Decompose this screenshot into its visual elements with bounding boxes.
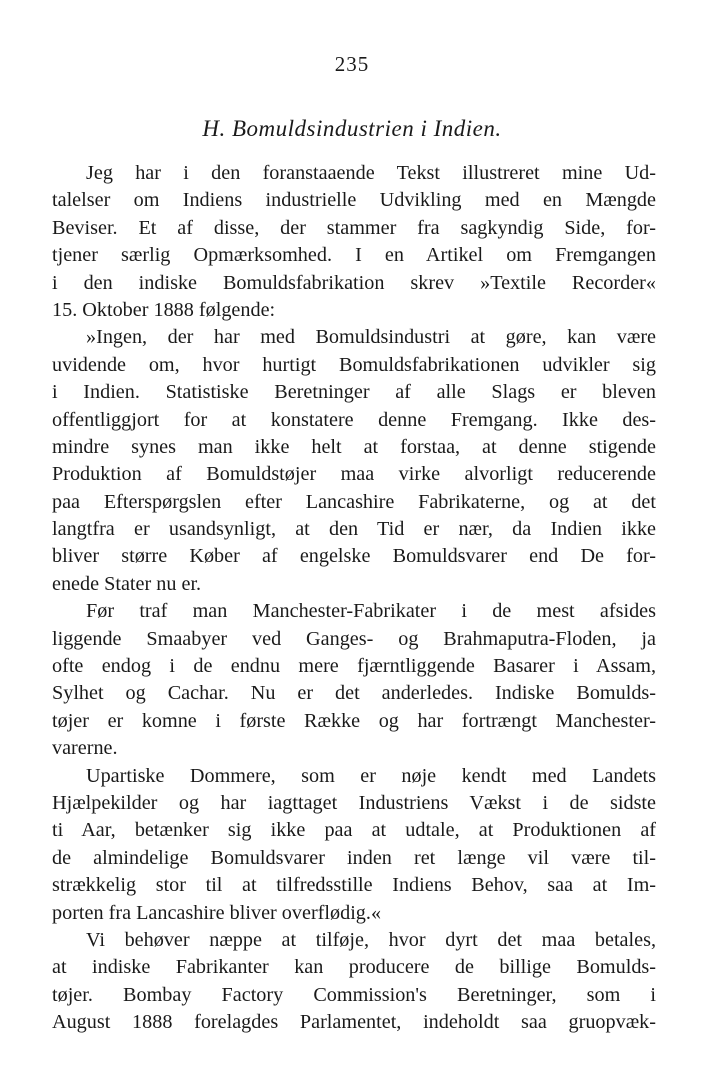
text-line: Jeg har i den foranstaaende Tekst illustreret mine Ud- (86, 162, 656, 184)
text-line: ofte endog i de endnu mere fjærntliggende Basarer i Assam, (52, 655, 656, 678)
text-line: Upartiske Dommere, som er nøje kendt med Landets (86, 764, 656, 787)
text-line: bliver større Køber af engelske Bomuldsvarer end De for- (52, 545, 656, 568)
text-line: ti Aar, betænker sig ikke paa at udtale, at Produktionen af (52, 819, 656, 842)
text-line: tøjer er komne i første Række og har fortrængt Manchester- (52, 709, 656, 732)
text-line: langtfra er usandsynligt, at den Tid er nær, da Indien ikke (52, 518, 656, 541)
text-line: talelser om Indiens industrielle Udvikling med en Mængde (52, 189, 656, 212)
text-line: strækkelig stor til at tilfredsstille Indiens Behov, saa at Im- (52, 874, 656, 897)
text-line: Beviser. Et af disse, der stammer fra sagkyndig Side, for- (52, 216, 656, 239)
text-line: Før traf man Manchester-Fabrikater i de mest afsides (86, 600, 656, 623)
text-line: offentliggjort for at konstatere denne Fremgang. Ikke des- (52, 408, 656, 431)
text-line: de almindelige Bomuldsvarer inden ret længe vil være til- (52, 846, 656, 869)
page-number: 235 (334, 52, 370, 76)
text-line: enede Stater nu er. (52, 572, 202, 595)
text-line: Produktion af Bomuldstøjer maa virke alvorligt reducerende (52, 463, 656, 486)
text-line: mindre synes man ikke helt at forstaa, at denne stigende (52, 435, 656, 458)
text-line: varerne. (52, 737, 118, 760)
text-line: 15. Oktober 1888 følgende: (52, 298, 276, 321)
text-line: uvidende om, hvor hurtigt Bomuldsfabrikationen udvikler sig (52, 353, 656, 376)
text-line: i den indiske Bomuldsfabrikation skrev »Textile Recorder« (52, 271, 656, 294)
text-line: tjener særlig Opmærksomhed. I en Artikel om Fremgangen (52, 244, 656, 267)
text-line: paa Efterspørgslen efter Lancashire Fabrikaterne, og at det (52, 490, 656, 513)
text-line: »Ingen, der har med Bomuldsindustri at gøre, kan være (86, 326, 656, 349)
text-line: Vi behøver næppe at tilføje, hvor dyrt det maa betales, (86, 928, 656, 951)
text-line: August 1888 forelagdes Parlamentet, indeholdt saa gruopvæk- (52, 1011, 656, 1034)
text-line: Hjælpekilder og har iagttaget Industriens Vækst i de sidste (52, 791, 656, 814)
text-line: Sylhet og Cachar. Nu er det anderledes. Indiske Bomulds- (52, 682, 656, 705)
section-heading: H. Bomuldsindustrien i Indien. (202, 116, 502, 141)
text-line: i Indien. Statistiske Beretninger af alle Slags er bleven (52, 381, 656, 404)
text-line: porten fra Lancashire bliver overflødig.« (52, 901, 382, 924)
text-line: liggende Smaabyer ved Ganges- og Brahmaputra-Floden, ja (52, 627, 656, 650)
text-line: at indiske Fabrikanter kan producere de billige Bomulds- (52, 956, 656, 979)
body-text (52, 160, 656, 1037)
text-line: tøjer. Bombay Factory Commission's Beretninger, som i (52, 983, 656, 1006)
